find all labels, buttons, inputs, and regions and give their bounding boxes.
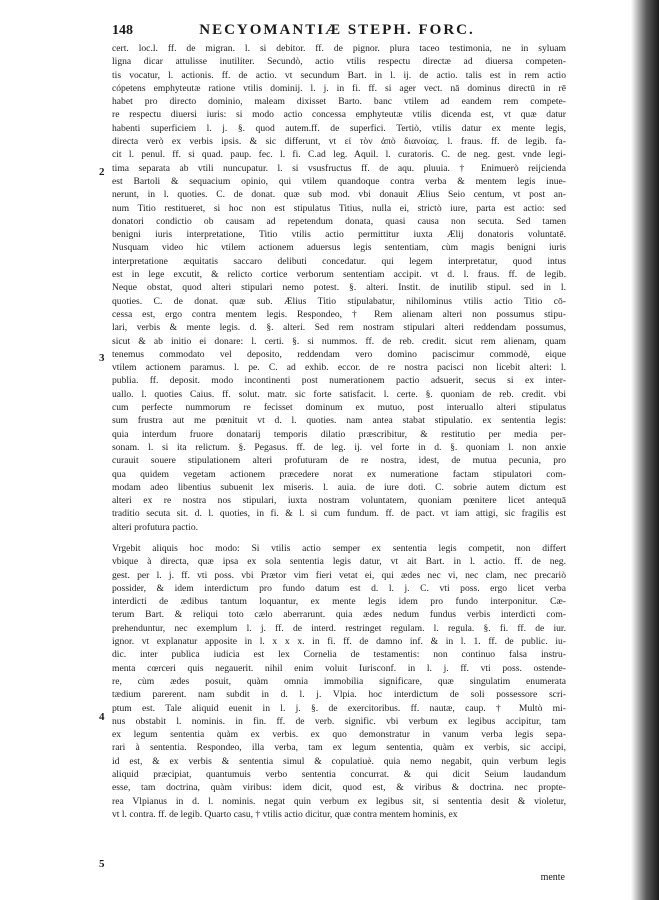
text-line: re respectu diuersi iuris: si modo actio concessa emphyteutæ vtilis dicenda est, vt quæ datur <box>112 109 566 121</box>
text-line: lari, verbis & mente legis. d. §. alteri. Sed rem nostram stipulari alteri reddendam possumus, <box>112 322 566 334</box>
text-line: alteri ex re nostra nos stipulari, iuxta nostram voluntatem, quoniam pœnitere licet antequā <box>112 495 566 507</box>
text-line: terum Bart. & reliqui toto cælo aberrarunt. quia ædes nedum fundus verbis interdicti com- <box>112 609 566 621</box>
text-line: dic. inter publica iudicia est lex Cornelia de testamentis: non continuo falsa instru- <box>112 649 566 661</box>
text-line: ex legum sententia quàm ex verbis. ex quo demonstratur in vanum verba legis sepa- <box>112 729 566 741</box>
text-line: interdicti de ædibus tantum loquantur, ex mente legis idem pro fundo interponitur. Cæ- <box>112 596 566 608</box>
text-line: tædium parerent. nam subdit in d. l. j. Vlpia. hoc interdictum de soli possessore scri- <box>112 689 566 701</box>
text-line: gest. per l. j. ff. vti poss. vbi Prætor vim fieri vetat ei, qui ædes nec vi, nec clam, nec precariò <box>112 569 566 581</box>
text-line: qua quidem vegetam actionem præcedere norat ex numeratione factam stipulatori com- <box>112 468 566 480</box>
text-body <box>112 42 566 821</box>
text-line: habenti superficiem l. j. §. quod autem.ff. de superfici. Tertiò, vtilis datur ex mente legis, <box>112 122 566 134</box>
text-line: tima separata ab vtili nuncupatur. l. si vsusfructus ff. de aqu. pluuia. † Enimuerò reijcienda <box>112 162 566 174</box>
text-line: aliquid præcipiat, quantumuis verbo sententia concurrat. & qui dicit Seium laudandum <box>112 769 566 781</box>
text-line: cessa est, ergo contra mentem legis. Respondeo, † Rem alienam alteri non possumus stipu- <box>112 308 566 320</box>
catchword: mente <box>540 872 565 883</box>
margin-number-4: 4 <box>99 711 105 723</box>
text-line: vbique à directa, quæ ipsa ex sola sententia legis datur, vt ait Bart. in l. actio. ff. de neg. <box>112 556 566 568</box>
text-line: rea Vlpianus in d. l. nominis. negat quin verbum ex legibus sit, si sententia desit & violetur, <box>112 795 566 807</box>
margin-number-5: 5 <box>99 858 105 870</box>
text-line: sum frustra aut me pœnituit vt d. l. quoties. nam antea stabat stipulatio. ex sententia legis: <box>112 415 566 427</box>
text-line: rari à sententia. Respondeo, illa verba, tam ex legum sententia, quàm ex verbis, sic accipi, <box>112 742 566 754</box>
text-line: donatori condictio ob causam ad repetendum donata, quasi causa non secuta. Sed tamen <box>112 215 566 227</box>
text-line: quia interdum fruore donatarij temporis dilatio præscribitur, & restitutio per media per- <box>112 428 566 440</box>
text-line: tenemus commodato vel deposito, reddendam vero domino paciscimur commodè, eique <box>112 348 566 360</box>
text-line: Nusquam video hic vtilem actionem aduersus legis sententiam, cùm magis benigni iuris <box>112 242 566 254</box>
running-title: NECYOMANTIÆ STEPH. FORC. <box>199 22 475 38</box>
text-line: menta cœrceri quis negauerit. nihil enim voluit Iurisconf. in l. j. ff. vti poss. ostende- <box>112 662 566 674</box>
text-line: est Bartoli & sequacium opinio, qui vtilem quandoque contra verba & mentem legis inue- <box>112 175 566 187</box>
text-line: vt l. contra. ff. de legib. Quarto casu, † vtilis actio dicitur, quæ contra mentem hominis, ex <box>112 808 458 820</box>
text-line: ligna dicar attulisse inutiliter. Secundò, actio vtilis respectu directæ ad diuersa competen- <box>112 56 566 68</box>
text-line: sonam. l. si ita relictum. §. Pegasus. ff. de leg. ij. vel forte in d. §. quoniam l. non anxie <box>112 441 566 453</box>
text-line: re, cùm ædes posuit, quàm omnia immobilia significare, quæ singulatim enumerata <box>112 675 566 687</box>
text-line: nerunt, in l. quoties. C. de donat. quæ sub mod. vbi donauit Ælius Seio centum, vt post an- <box>112 189 566 201</box>
text-line: interpretatione æquitatis saccaro delibuti concedatur. qui legem interpretatur, quod intus <box>112 255 566 267</box>
text-line: habet pro directo dominio, maleam dixisset Barto. banc vtilem ad eandem rem compete- <box>112 96 566 108</box>
text-line: Vrgebit aliquis hoc modo: Si vtilis actio semper ex sententia legis competit, non differt <box>112 542 566 554</box>
text-line: alteri profutura pactio. <box>112 521 199 533</box>
text-line: id est, & ex verbis & sententia simul & copulatiuè. quia nemo negabit, quin verbum legis <box>112 755 566 767</box>
text-line: cópetens emphyteutæ ratione vtilis dominij. l. j. in fi. ff. si ager vect. nā dominus directū in rē <box>112 82 566 94</box>
text-line: possider, & idem interdictum pro fundo datum est d. l. j. C. vti poss. ergo licet verba <box>112 582 566 594</box>
text-line: sicut & ab initio ei donare: l. certi. §. si nummos. ff. de reb. credit. sicut rem alienam, quam <box>112 335 566 347</box>
text-line: uallo. l. quoties Caius. ff. solut. matr. sic forte satisfacit. l. certe. §. quoniam de reb. credit. vbi <box>112 388 566 400</box>
text-line: cert. loc.l. ff. de migran. l. si debitor. ff. de pignor. plura taceo testimonia, ne in syluam <box>112 43 566 54</box>
text-line: modam adeo libentius subuenit lex miseris. l. auia. de iure doti. C. sobrie autem dictum est <box>112 481 566 493</box>
page-number: 148 <box>112 23 133 38</box>
text-line: esse, tam doctrina, quàm viribus: idem dicit, quod est, & viribus & doctrina. nec propte- <box>112 782 566 794</box>
text-line: nus obstabit l. nominis. in fin. ff. de verb. signific. vbi verbum ex legibus accipitur, tam <box>112 715 566 727</box>
paragraph-1 <box>112 42 566 534</box>
text-line: cit l. penul. ff. si quad. paup. fec. l. fi. C.ad leg. Aquil. l. curatoris. C. de neg. gest. vnde legi- <box>112 149 566 161</box>
text-line: vtilem actionem paramus. l. pe. C. ad exhib. eccor. de re nostra pacisci non licebit alteri: l. <box>112 362 566 374</box>
page-edge-shadow <box>631 0 659 900</box>
paragraph-2 <box>112 542 566 821</box>
text-line: num Titio restitueret, si hoc non est stipulatus Titius, nulla ei, strictò iure, parta est actio: sed <box>112 202 566 214</box>
text-line: traditio secuta sit. d. l. quoties, in fi. & l. si cum fundum. ff. de pact. vt iam attigi, sic fragilis est <box>112 508 566 520</box>
text-line: publia. ff. deposit. modo incontinenti post numerationem pactio adsuerit, secus si ex inter- <box>112 375 566 387</box>
text-line: cum perfecte nummorum re fecisset dominum ex mutuo, post interuallo alteri stipulatus <box>112 402 566 414</box>
margin-number-2: 2 <box>99 166 105 178</box>
page-header <box>112 22 542 44</box>
text-line: tis vocatur, l. actionis. ff. de actio. vt secundum Bart. in l. ij. de actio. talis est in rem actio <box>112 69 566 81</box>
text-line: ignor. vt explanatur apposite in l. x x x. in fi. ff. de damno inf. & in l. 1. ff. de public. iu- <box>112 636 566 648</box>
text-line: Neque obstat, quod alteri stipulari nemo potest. §. alteri. Instit. de inutilib stipul. sed in l. <box>112 282 566 294</box>
margin-number-3: 3 <box>99 352 105 364</box>
text-line: directa verò ex verbis ipsis. & sic differunt, vt εἰ τὸν ἀπὸ διανοίας. l. fraus. ff. de legib. fa- <box>112 136 566 148</box>
text-line: ptum est. Tale aliquid euenit in l. j. §. de exercitoribus. ff. nautæ, caup. † Multò mi- <box>112 702 566 714</box>
text-line: est in lege excutit, & relicto cortice verborum sententiam accipit. vt d. l. fraus. ff. de legib. <box>112 269 566 281</box>
text-line: prehenduntur, nec exemplum l. j. ff. de interd. restringet regulam. l. regula. §. fi. ff. de iur. <box>112 622 566 634</box>
text-line: quoties. C. de donat. quæ sub. Ælius Titio stipulabatur, nihilominus vtilis actio Titio cō- <box>112 295 566 307</box>
text-line: curauit souere stipulationem alteri profuturam de re nostra, idest, de mutua pecunia, pro <box>112 455 566 467</box>
text-line: benigni iuris interpretatione, Titio vtilis actio permittitur iuxta Ælij donatoris voluntatē. <box>112 229 566 241</box>
